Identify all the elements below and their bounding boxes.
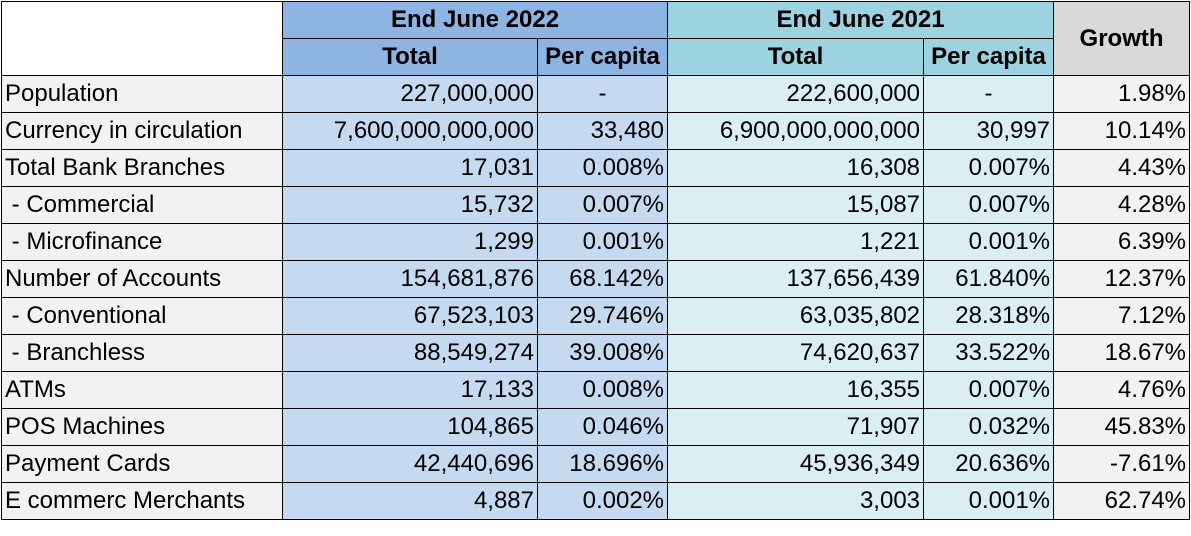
header-per-capita-2022: Per capita (538, 39, 668, 76)
per-capita-2022-cell: 0.008% (538, 150, 668, 187)
growth-cell: 4.43% (1054, 150, 1190, 187)
header-total-2021: Total (668, 39, 924, 76)
row-label: - Branchless (2, 335, 283, 372)
header-total-2022: Total (283, 39, 538, 76)
row-label: Number of Accounts (2, 261, 283, 298)
per-capita-2021-cell: 33.522% (924, 335, 1054, 372)
growth-cell: 45.83% (1054, 409, 1190, 446)
total-2021-cell: 137,656,439 (668, 261, 924, 298)
row-label: Currency in circulation (2, 113, 283, 150)
growth-cell: 1.98% (1054, 76, 1190, 113)
total-2022-cell: 4,887 (283, 483, 538, 520)
per-capita-2022-cell: - (538, 76, 668, 113)
header-end-june-2021: End June 2021 (668, 2, 1054, 39)
table-row (2, 335, 1190, 372)
per-capita-2022-cell: 0.008% (538, 372, 668, 409)
total-2022-cell: 88,549,274 (283, 335, 538, 372)
row-label: POS Machines (2, 409, 283, 446)
total-2022-cell: 67,523,103 (283, 298, 538, 335)
growth-cell: -7.61% (1054, 446, 1190, 483)
header-growth: Growth (1054, 2, 1190, 76)
per-capita-2022-cell: 39.008% (538, 335, 668, 372)
per-capita-2022-cell: 0.046% (538, 409, 668, 446)
total-2021-cell: 6,900,000,000,000 (668, 113, 924, 150)
row-label: - Conventional (2, 298, 283, 335)
per-capita-2021-cell: 0.032% (924, 409, 1054, 446)
growth-cell: 10.14% (1054, 113, 1190, 150)
total-2022-cell: 104,865 (283, 409, 538, 446)
data-table (1, 1, 1190, 520)
per-capita-2021-cell: 0.007% (924, 187, 1054, 224)
table-body (2, 76, 1190, 520)
per-capita-2021-cell: - (924, 76, 1054, 113)
total-2021-cell: 1,221 (668, 224, 924, 261)
table-row (2, 113, 1190, 150)
per-capita-2022-cell: 33,480 (538, 113, 668, 150)
per-capita-2021-cell: 61.840% (924, 261, 1054, 298)
growth-cell: 4.76% (1054, 372, 1190, 409)
total-2022-cell: 154,681,876 (283, 261, 538, 298)
total-2022-cell: 17,133 (283, 372, 538, 409)
row-label: - Commercial (2, 187, 283, 224)
table-row (2, 298, 1190, 335)
total-2021-cell: 71,907 (668, 409, 924, 446)
total-2022-cell: 227,000,000 (283, 76, 538, 113)
growth-cell: 18.67% (1054, 335, 1190, 372)
growth-cell: 6.39% (1054, 224, 1190, 261)
growth-cell: 62.74% (1054, 483, 1190, 520)
total-2021-cell: 63,035,802 (668, 298, 924, 335)
row-label: - Microfinance (2, 224, 283, 261)
table-row (2, 187, 1190, 224)
per-capita-2021-cell: 28.318% (924, 298, 1054, 335)
per-capita-2022-cell: 68.142% (538, 261, 668, 298)
per-capita-2022-cell: 0.001% (538, 224, 668, 261)
table-row (2, 150, 1190, 187)
total-2021-cell: 16,308 (668, 150, 924, 187)
table-row (2, 76, 1190, 113)
total-2022-cell: 1,299 (283, 224, 538, 261)
per-capita-2021-cell: 0.007% (924, 150, 1054, 187)
total-2021-cell: 3,003 (668, 483, 924, 520)
total-2022-cell: 7,600,000,000,000 (283, 113, 538, 150)
row-label: E commerc Merchants (2, 483, 283, 520)
growth-cell: 4.28% (1054, 187, 1190, 224)
per-capita-2022-cell: 0.002% (538, 483, 668, 520)
per-capita-2021-cell: 30,997 (924, 113, 1054, 150)
per-capita-2021-cell: 0.001% (924, 483, 1054, 520)
table-row (2, 409, 1190, 446)
table-row (2, 483, 1190, 520)
per-capita-2021-cell: 20.636% (924, 446, 1054, 483)
row-label: ATMs (2, 372, 283, 409)
header-row-groups (2, 2, 1190, 39)
per-capita-2022-cell: 29.746% (538, 298, 668, 335)
header-end-june-2022: End June 2022 (283, 2, 668, 39)
table-row (2, 224, 1190, 261)
total-2021-cell: 45,936,349 (668, 446, 924, 483)
total-2021-cell: 15,087 (668, 187, 924, 224)
growth-cell: 7.12% (1054, 298, 1190, 335)
total-2021-cell: 16,355 (668, 372, 924, 409)
per-capita-2022-cell: 18.696% (538, 446, 668, 483)
header-per-capita-2021: Per capita (924, 39, 1054, 76)
table-row (2, 446, 1190, 483)
table-row (2, 372, 1190, 409)
per-capita-2021-cell: 0.001% (924, 224, 1054, 261)
total-2022-cell: 42,440,696 (283, 446, 538, 483)
corner-cell (2, 2, 283, 76)
total-2021-cell: 222,600,000 (668, 76, 924, 113)
row-label: Payment Cards (2, 446, 283, 483)
per-capita-2022-cell: 0.007% (538, 187, 668, 224)
table-row (2, 261, 1190, 298)
total-2022-cell: 17,031 (283, 150, 538, 187)
total-2021-cell: 74,620,637 (668, 335, 924, 372)
growth-cell: 12.37% (1054, 261, 1190, 298)
row-label: Total Bank Branches (2, 150, 283, 187)
total-2022-cell: 15,732 (283, 187, 538, 224)
per-capita-2021-cell: 0.007% (924, 372, 1054, 409)
row-label: Population (2, 76, 283, 113)
